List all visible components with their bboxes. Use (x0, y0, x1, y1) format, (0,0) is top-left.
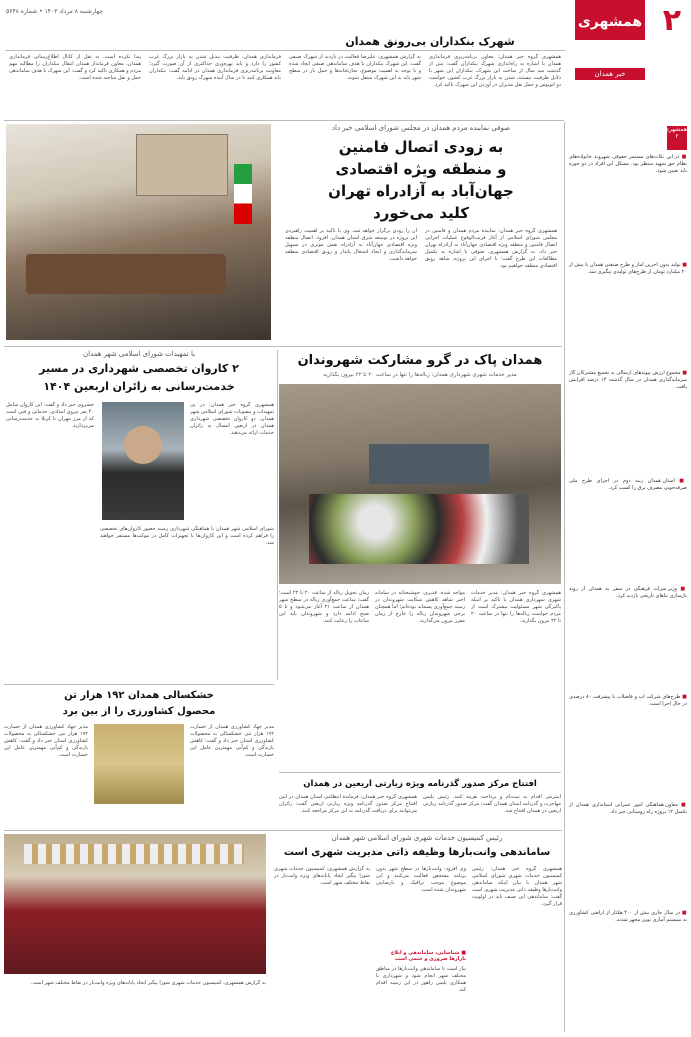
top-story (5, 34, 565, 114)
feature-headline-line: جهان‌آباد به آزادراه تهران (328, 182, 514, 200)
feature-body-right: همشهری گروه خبر همدان: نماینده مردم همدان و فامنین در مجلس شورای اسلامی از آغاز قریب‌الوقوع عملیات اجرایی اتصال فامنین و منطقه ویژه اقتصادی جهان‌آباد به آزادراه تهران خبر داد. به گزارش همشهری، صوفی با اشاره به تکمیل مطالعات این طرح گفت: با اجرای این پروژه، شاهد رونق اقتصادی منطقه خواهیم بود. (425, 228, 557, 269)
waste-headline: همدان پاک در گرو مشارکت شهروندان (297, 353, 543, 368)
caravans-body-right: همشهری گروه خبر همدان: در پی تمهیدات و مصوبات شورای اسلامی شهر همدان، دو کاروان تخصصی شهرداری همدان در اربعین امسال به زائران خدمات ارائه می‌دهند. (190, 402, 274, 436)
sidebar-label-text: همشهری ۲ (664, 126, 687, 140)
brief-item: ■ در این نکات‌های مستمر حقوقی شهروند خانواده‌های نظام حق شهید منتظر بود. مشکل این افراد در دو حوزه باید تعیین شود. (569, 154, 687, 174)
caravans-headline-line: ۲ کاروان تخصصی شهرداری در مسیر (39, 362, 239, 375)
caravans-photo (102, 402, 184, 520)
caravans-kicker: با تمهیدات شورای اسلامی شهر همدان (82, 350, 196, 358)
drought-story (4, 688, 274, 818)
waste-col2: مواجه شده. قدیری، خوشبختانه در سامانه اخیر شاهد کاهش شکایت شهروندان در زمینه جمع‌آوری پسماند بوده‌ایم؛ اما همچنان برخی شهروندان زباله را خارج از زمان مقرر بیرون می‌گذارند. (375, 590, 465, 624)
sidebar-label (664, 126, 687, 150)
gateway-headline: افتتاح مرکز صدور گذرنامه ویژه زیارتی اربعین در همدان (303, 779, 537, 789)
gateway-story (279, 776, 561, 826)
pickups-col2: وی افزود: وانت‌بارها در سطح شهر بدون برنامه مشخص فعالیت می‌کنند و این موضوع موجب ترافیک و نارضایتی شهروندان شده است. (376, 866, 466, 893)
caravans-body-center: شورای اسلامی شهر همدان با هماهنگی شهرداری زمینه حضور کاروان‌های تخصصی را فراهم کرده است و این کاروان‌ها با تجهیزات کامل در موکب‌ها مستقر خواهند شد. (100, 526, 274, 546)
logo-text: همشهری (577, 14, 643, 30)
pickups-photo (4, 834, 266, 974)
drought-body-left: مدیر جهاد کشاورزی همدان از خسارت ۱۹۲ هزار تنی خشکسالی به محصولات کشاورزی استان خبر داد و گفت: کاهش بارندگی و کم‌آبی مهمترین عامل این خسارت است. (4, 724, 88, 758)
brief-item: ■ معاون هماهنگی امور عمرانی استانداری همدان از تکمیل ۱۲ پروژه راه روستایی خبر داد. (569, 802, 687, 815)
pickups-col3: نیاز است تا ساماندهی وانت‌بارها در مناطق مختلف شهر انجام شود و شهرداری با همکاری پلیس راهور در این زمینه اقدام کند. (376, 966, 466, 993)
top-story-headline: شهرک بنکداران بی‌رونق همدان (345, 35, 515, 48)
feature-headline-line: و منطقه ویژه اقتصادی (335, 160, 507, 178)
feature-kicker: صوفی نماینده مردم همدان در مجلس شورای اسلامی خبر داد (331, 124, 511, 132)
drought-photo (94, 724, 184, 804)
waste-story (279, 350, 561, 770)
feature-photo (6, 124, 271, 340)
drought-headline-line: خشکسالی همدان ۱۹۲ هزار تن (64, 690, 214, 701)
photo-table (26, 254, 226, 294)
gateway-col2: همشهری گروه خبر همدان: فرمانده انتظامی استان همدان در آیین افتتاح مرکز صدور گذرنامه ویژه زیارتی اربعین گفت: زائران می‌توانند برای دریافت گذرنامه به این مرکز مراجعه کنند. (279, 794, 417, 814)
brief-item: ■ تولید بدون آخرین آمار و طرح صنعتی همدان با بیش از ۲۰ میلیارد تومان از طرح‌های تولیدی پیگیری شد. (569, 262, 687, 275)
drought-headline-line: محصول کشاورزی را از بین برد (62, 706, 216, 717)
photo-map-wall (136, 134, 228, 196)
feature-story (6, 124, 561, 344)
top-story-col3: فرمانداری همدان، ظرفیت تبدیل شدن به بازار بزرگ غرب کشور را دارد و باید بهره‌وری حداکثری از آن صورت گیرد؛ معاونت برنامه‌ریزی فرمانداری همدان در ادامه گفت: بنکداران باید همکاری کنند تا در سال آینده شهرک رونق یابد. (149, 54, 281, 81)
logo (575, 4, 645, 40)
waste-col3: زمان تحویل زباله از ساعت ۲۰ تا ۲۲ است؛ گفت: ساعت جمع‌آوری زباله در سطح شهر همدان از ساعت ۲۱ آغاز می‌شود و تا ۵ صبح ادامه دارد و شهروندان باید این ساعات را رعایت کنند. (279, 590, 369, 624)
pickups-subhead: ■ شناسایی، ساماندهی و ابلاغ بازارها ضروری و حتمی است (390, 950, 466, 962)
section-tab (575, 0, 645, 8)
caravans-headline-line: خدمت‌رسانی به زائران اربعین ۱۴۰۴ (43, 380, 235, 393)
top-story-col2: به گزارش همشهری: علیرضا فعالیت در بازدید از شهرک صنفی گفت: این شهرک بنکداران با هدف ساماندهی صنفی ایجاد شده و با توجه به اهمیت موضوع، تجارتخانه‌ها و حمل بار در سطح شهر باید به این شهرک منتقل شوند. (289, 54, 421, 81)
section-label (575, 68, 645, 80)
caravans-story (4, 350, 274, 682)
top-story-col4: پیدا نکرده است. به نقل از کانال اطلاع‌رسانی فرمانداری همدان، معاون فرماندار همدان انتقال بنکداران را مطالبه مهم مردم و همکاری تاکید کرد و گفت: این شهرک با هدف ساماندهی حمل و نقل ساخته شده است. (9, 54, 141, 81)
pickups-headline: ساماندهی وانت‌بارها وظیفه ذاتی مدیریت شهری است (283, 847, 551, 858)
caravans-body-left: خسروی خبر داد و گفت: این کاروان شامل ۴۰ نفر نیروی امدادی، خدماتی و فنی است که از مرز مهران تا کربلا به خدمت‌رسانی می‌پردازند. (6, 402, 94, 429)
gateway-col1: اینترنتی اقدام به ثبت‌نام و پرداخت هزینه کنند. رئیس پلیس مهاجرت و گذرنامه استان همدان گفت: مرکز صدور گذرنامه زیارتی اربعین در همدان افتتاح شد. (423, 794, 561, 814)
pickups-col1: همشهری گروه خبر همدان: رئیس کمیسیون خدمات شهری شورای اسلامی شهر همدان با بیان اینکه ساماندهی وانت‌بارها وظیفه ذاتی مدیریت شهری است گفت: ساماندهی این صنف باید در اولویت قرار گیرد. (472, 866, 562, 907)
feature-headline-line: به زودی اتصال فامنین (338, 138, 504, 156)
brief-item: ■ مجموع ارزش پیوندهای ارسالی به تجمیع مشترکان گاز سرمایه‌گذاری همدان در سال گذشته ۱۴ درصد افزایش یافت. (569, 370, 687, 390)
brief-item: ■ استان همدان رتبه دوم در اجرای طرح ملی صرفه‌جویی مصرف برق را کسب کرد. (569, 478, 687, 491)
brief-item: ■ وزیر میراث فرهنگی در سفر به همدان از روند بازسازی بناهای تاریخی بازدید کرد. (569, 586, 687, 599)
photo-flag (234, 164, 252, 224)
feature-body-left: آن را زودی برگزار خواهد شد. وی با تاکید بر اهمیت راهبردی این پروژه در توسعه شرق استان همدان، افزود: اتصال منطقه ویژه اقتصادی جهان‌آباد به آزادراه نقش موثری در تسهیل سرمایه‌گذاری و ایجاد اشتغال پایدار و رونق اقتصادی منطقه خواهد داشت. (285, 228, 417, 262)
pickups-photo-text: به گزارش همشهری، کمیسیون خدمات شهری شورا پیگیر ایجاد پایانه‌های ویژه وانت‌بار در نقاط مختلف شهر است. (30, 980, 266, 986)
waste-subhead: مدیر خدمات شهری شهرداری همدان: زباله‌ها را تنها در ساعت ۲۰ تا ۲۲ بیرون بگذارید (323, 372, 517, 378)
top-story-col1: همشهری گروه خبر همدان: معاون برنامه‌ریزی فرمانداری همدان با اشاره به راه‌اندازی شهرک بنکداران گفت: پس از گذشت سه سال از ساخت این شهرک، بنکداران این شهر با دلایل ظرفیت نیستند، شدن به بازار بزرگ غرب کشور، خواست دو اتوبوس و حمل نقل مدیران در آوردن این شهرک تاکید کرد. (429, 54, 561, 88)
waste-col1: همشهری گروه خبر همدان: مدیر خدمات شهری شهرداری همدان با تاکید بر اینکه پاکیزگی شهر مسئولیت مشترک است از مردم خواست زباله‌ها را تنها در ساعت ۲۰ تا ۲۲ بیرون بگذارند. (471, 590, 561, 624)
brief-item: ■ طرح‌های شرکت آب و فاضلاب با پیشرفت ۸۰ درصدی در حال اجرا است. (569, 694, 687, 707)
briefs-sidebar (569, 126, 687, 1031)
section-label-text: خبر همدان (594, 70, 626, 78)
pickups-kicker: رئیس کمیسیون خدمات شهری شورای اسلامی شهر همدان (331, 834, 503, 842)
waste-photo (279, 384, 561, 584)
pickups-story (4, 834, 562, 1032)
page-number: ۲ (662, 3, 681, 38)
feature-headline-line: کلید می‌خورد (373, 204, 469, 222)
pickups-col4: به گزارش همشهری، کمیسیون خدمات شهری شورا پیگیر ایجاد پایانه‌های ویژه وانت‌بار در نقاط مختلف شهر است. (274, 866, 370, 886)
dateline: چهارشنبه ۸ مرداد ۱۴۰۳ • شماره ۵۶۴۸ (6, 8, 103, 15)
drought-body: مدیر جهاد کشاورزی همدان از خسارت ۱۹۲ هزار تنی خشکسالی به محصولات کشاورزی استان خبر داد و گفت: کاهش بارندگی و کم‌آبی مهمترین عامل این خسارت است. (190, 724, 274, 758)
brief-item: ■ در سال جاری بیش از ۴۰۰ هکتار از اراضی کشاورزی به سیستم آبیاری نوین مجهز شدند. (569, 910, 687, 923)
